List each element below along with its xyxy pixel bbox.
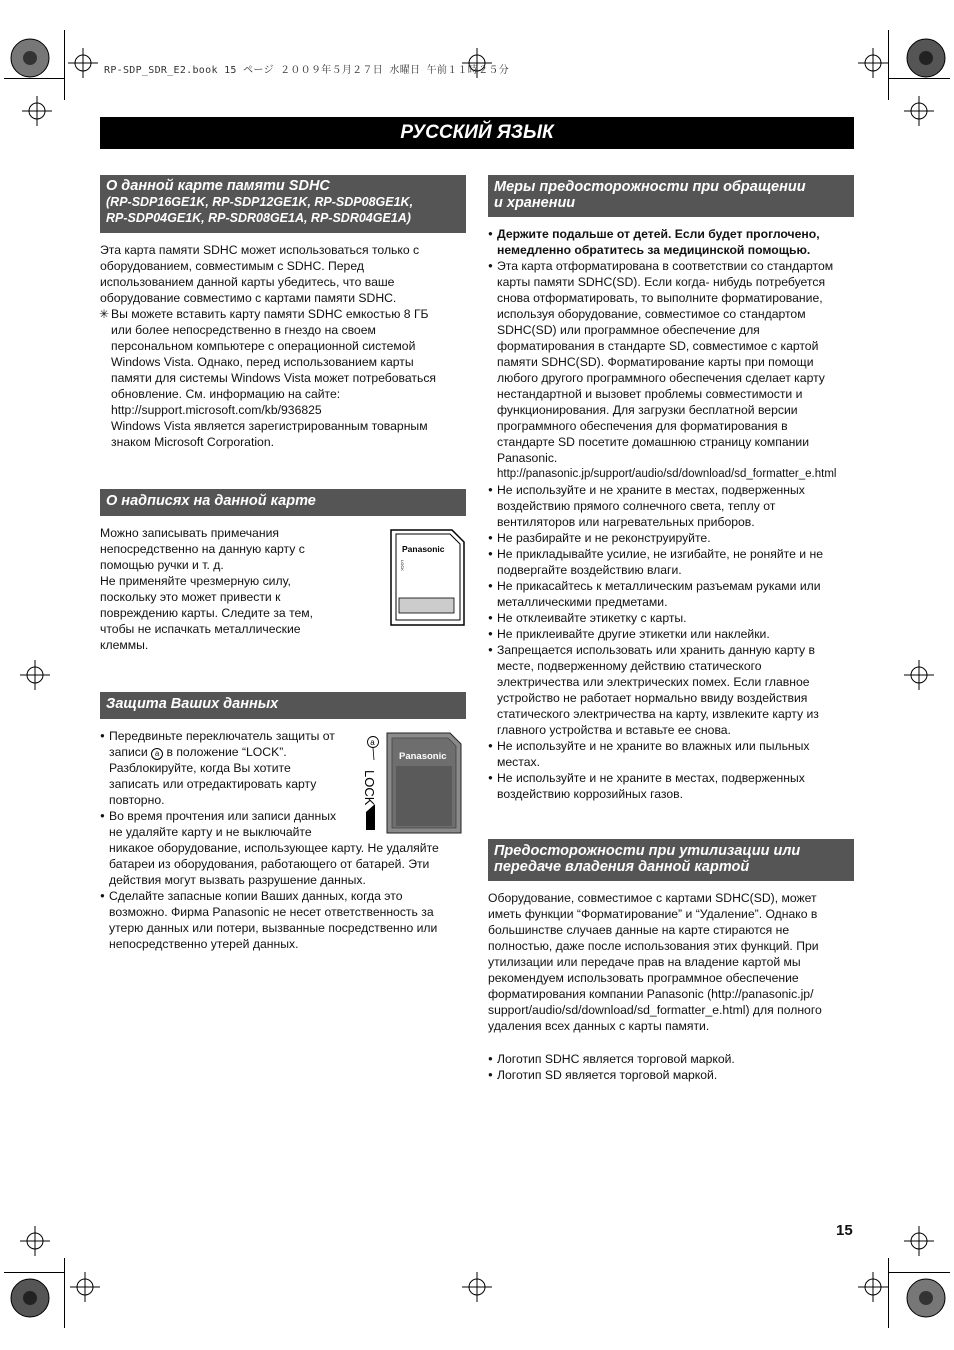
text-line: ● Логотип SDHC является торговой маркой. <box>497 1052 735 1066</box>
bullet-item <box>488 738 854 770</box>
bullet-item <box>488 1051 854 1067</box>
crosshair-icon <box>904 1226 934 1256</box>
heading-text: передаче владения данной картой <box>494 859 750 875</box>
text-line: действия могут вызвать разрушение данных. <box>109 873 366 887</box>
text-line: программного обеспечения для форматирования в <box>497 419 788 433</box>
text-line: Можно записывать примечания <box>100 526 279 540</box>
text-line: персональном компьютере с операционной системой <box>111 339 416 353</box>
text-line: месте, подверженному действию статического <box>497 659 762 673</box>
section-heading-handling-precautions <box>488 175 854 217</box>
crosshair-icon <box>904 96 934 126</box>
sd-card-lock-illustration <box>362 730 466 836</box>
registration-mark-icon <box>8 1276 52 1320</box>
text-line: большинстве случаев данные на карте стираются не <box>488 923 790 937</box>
lock-label: LOCK <box>362 770 377 806</box>
text-line: ● Не используйте и не храните в местах, подверженных <box>497 771 805 785</box>
text-line: чтобы не испачкать металлические <box>100 622 301 636</box>
bullet-item <box>488 1067 854 1083</box>
text-line: вентиляторов или нагревательных приборов. <box>497 515 755 529</box>
handling-precautions-list <box>488 226 854 802</box>
asterisk-icon: ✳ <box>99 307 110 321</box>
text-line: главного устройства и вставьте ее снова. <box>497 723 731 737</box>
text-line: функционирования. Для загрузки бесплатной версии <box>497 403 798 417</box>
text-line: записать или отредактировать карту <box>109 777 317 791</box>
text-line: немедленно обратитесь за медицинской помощью. <box>497 243 811 257</box>
page-title: РУССКИЙ ЯЗЫК <box>100 117 854 149</box>
models-line: (RP-SDP16GE1K, RP-SDP12GE1K, RP-SDP08GE1K, <box>106 195 414 209</box>
crosshair-icon <box>20 1226 50 1256</box>
text-line: возможно. Фирма Panasonic не несет ответственность за <box>109 905 434 919</box>
text-line: полностью, даже после использования этих функций. При <box>488 939 819 953</box>
text-line: обновление. См. информацию на сайте: <box>111 387 341 401</box>
crosshair-icon <box>858 1272 888 1302</box>
text-line: снова отформатировать, то выполните форматирование, <box>497 291 823 305</box>
text-line: ● Не приклеивайте другие этикетки или наклейки. <box>497 627 770 641</box>
crosshair-icon <box>20 660 50 690</box>
text-line: непосредственно утерей данных. <box>109 937 299 951</box>
text-line: поскольку это может привести к <box>100 590 281 604</box>
card-brand-label: Panasonic <box>399 751 447 762</box>
text-line: ● Эта карта отформатирована в соответствии со стандартом <box>497 259 834 273</box>
text-line: ● Передвиньте переключатель защиты от <box>109 729 335 743</box>
text-line: помощью ручки и т. д. <box>100 558 224 572</box>
bullet-item <box>488 482 854 530</box>
sdhc-text <box>100 242 466 450</box>
text-line: памяти для системы Windows Vista может потребоваться <box>111 371 437 385</box>
text-line: Эта карта памяти SDHC может использоваться только с <box>100 243 420 257</box>
text-line: ● Не используйте и не храните во влажных или пыльных <box>497 739 810 753</box>
bullet-item <box>488 578 854 610</box>
text-line: используя оборудование, совместимое со стандартом <box>497 307 806 321</box>
text-line: любого другого программного обеспечения сделает карту <box>497 371 825 385</box>
text-line: ● Не используйте и не храните в местах, подверженных <box>497 483 805 497</box>
card-lock-label: LOCK <box>400 560 405 571</box>
text-line: ● Держите подальше от детей. Если будет проглочено, <box>497 227 820 241</box>
bullet-item <box>488 546 854 578</box>
text-line: воздействию прямого солнечного света, теплу от <box>497 499 776 513</box>
disposal-text <box>488 890 854 1034</box>
crosshair-icon <box>70 1272 100 1302</box>
page-number: 15 <box>836 1222 853 1239</box>
text-line: иметь функции “Форматирование” и “Удаление”. Однако в <box>488 907 818 921</box>
registration-mark-icon <box>904 1276 948 1320</box>
text-line: непосредственно на данную карту с <box>100 542 305 556</box>
crosshair-icon <box>858 48 888 78</box>
bullet-item <box>488 530 854 546</box>
text-line: местах. <box>497 755 540 769</box>
heading-text: Меры предосторожности при обращении <box>494 179 806 195</box>
text-line: никакое оборудование, использующее карту. Не удаляйте <box>109 841 439 855</box>
crosshair-icon <box>904 660 934 690</box>
text-line: оборудованием, совместимым с SDHC. Перед <box>100 259 364 273</box>
registration-mark-icon <box>904 36 948 80</box>
trademark-notes <box>488 1051 854 1083</box>
bullet-item <box>488 610 854 626</box>
text-line: батареи из оборудования, работающего от батарей. Эти <box>109 857 430 871</box>
bullet-item <box>488 226 854 258</box>
text-line: воздействию коррозийных газов. <box>497 787 684 801</box>
text-line: повреждению карты. Следите за тем, <box>100 606 314 620</box>
bullet-item <box>488 770 854 802</box>
text-line: электричества или электрических помех. Если главное <box>497 675 810 689</box>
card-brand-label: Panasonic <box>402 544 445 554</box>
text-line: ● Не разбирайте и не реконструируйте. <box>497 531 711 545</box>
heading-text: О данной карте памяти SDHC <box>106 178 330 194</box>
link-microsoft-kb[interactable]: http://support.microsoft.com/kb/936825 <box>111 403 322 417</box>
text-line: оборудование совместимо с картами памяти SDHC. <box>100 291 397 305</box>
text-line: карты памяти SDHC(SD). Если когда- нибудь потребуется <box>497 275 826 289</box>
text-line: ● Не прикладывайте усилие, не изгибайте, не роняйте и не <box>497 547 823 561</box>
text-line: знаком Microsoft Corporation. <box>111 435 274 449</box>
text-fragment: в положение “LOCK”. <box>166 745 287 759</box>
heading-text: Защита Ваших данных <box>106 696 279 712</box>
text-line: support/audio/sd/download/sd_formatter_e.html) для полного <box>488 1003 822 1017</box>
text-line: статического электричества на карту, извлеките карту из <box>497 707 819 721</box>
text-line: ● Не отклеивайте этикетку с карты. <box>497 611 687 625</box>
crosshair-icon <box>68 48 98 78</box>
windows-vista-note <box>100 306 466 450</box>
callout-label: a <box>370 738 375 747</box>
text-line: ● Сделайте запасные копии Ваших данных, когда это <box>109 889 403 903</box>
text-line: Panasonic. <box>497 451 558 465</box>
text-line: ● Не прикасайтесь к металлическим разъемам руками или <box>497 579 821 593</box>
text-line: рекомендуем использовать программное обеспечение <box>488 971 799 985</box>
text-line: ● Логотип SD является торговой маркой. <box>497 1068 718 1082</box>
text-line: или более непосредственно в гнездо на своем <box>111 323 376 337</box>
print-header: RP-SDP_SDR_E2.book 15 ページ ２００９年５月２７日 水曜日 午前１１時２５分 <box>104 65 510 76</box>
section-heading-card-notes <box>100 489 466 516</box>
text-line: нестандартной и вызовет проблемы совместимости и <box>497 387 803 401</box>
text-line: утилизации или передаче прав на владение картой мы <box>488 955 801 969</box>
section-heading-data-protection <box>100 692 466 719</box>
text-line: клеммы. <box>100 638 149 652</box>
card-notes-text <box>100 525 360 653</box>
text-fragment: записи <box>109 745 148 759</box>
text-line: подвергайте воздействию влаги. <box>497 563 682 577</box>
crosshair-icon <box>462 1272 492 1302</box>
text-line: повторно. <box>109 793 165 807</box>
text-line: устройство не работает нормально ввиду воздействия <box>497 691 808 705</box>
text-line: ● Запрещается использовать или хранить данную карту в <box>497 643 816 657</box>
text-line: металлическими предметами. <box>497 595 668 609</box>
section-heading-disposal <box>488 839 854 881</box>
text-line: форматирования в стандарте SD, совместимое с картой <box>497 339 819 353</box>
bullet-item <box>100 888 466 952</box>
sd-card-illustration <box>388 528 466 628</box>
bullet-item <box>488 626 854 642</box>
text-line: форматирования компании Panasonic (http://panasonic.jp/ <box>488 987 814 1001</box>
text-line: не удаляйте карту и не выключайте <box>109 825 312 839</box>
section-heading-sdhc <box>100 175 466 233</box>
registration-mark-icon <box>8 36 52 80</box>
text-line: использованием данной карты убедитесь, что ваше <box>100 275 395 289</box>
callout-a-icon: a <box>151 748 163 760</box>
text-line: удаления всех данных с карты памяти. <box>488 1019 710 1033</box>
text-line: памяти SDHC(SD). Форматирование карты при помощи <box>497 355 814 369</box>
text-line: Не применяйте чрезмерную силу, <box>100 574 291 588</box>
text-line: Разблокируйте, когда Вы хотите <box>109 761 291 775</box>
text-line: Оборудование, совместимое с картами SDHC(SD), может <box>488 891 817 905</box>
models-line: RP-SDP04GE1K, RP-SDR08GE1A, RP-SDR04GE1A) <box>106 211 411 225</box>
text-line: Windows Vista. Однако, перед использованием карты <box>111 355 414 369</box>
text-line: SDHC(SD) или программное обеспечение для <box>497 323 760 337</box>
bullet-item <box>488 258 854 482</box>
text-line: стандарте SD посетите домашнюю страницу компании <box>497 435 810 449</box>
heading-text: Предосторожности при утилизации или <box>494 843 801 859</box>
text-line: ● Во время прочтения или записи данных <box>109 809 337 823</box>
text-line: утерю данных или потери, вызванные посредственно или <box>109 921 438 935</box>
crosshair-icon <box>22 96 52 126</box>
text-line: Вы можете вставить карту памяти SDHC емкостью 8 ГБ <box>111 307 429 321</box>
heading-text: и хранении <box>494 195 576 211</box>
link-sd-formatter[interactable]: http://panasonic.jp/support/audio/sd/download/sd_formatter_e.html <box>497 468 837 480</box>
bullet-item <box>488 642 854 738</box>
heading-text: О надписях на данной карте <box>106 493 316 509</box>
text-line: Windows Vista является зарегистрированным товарным <box>111 419 428 433</box>
